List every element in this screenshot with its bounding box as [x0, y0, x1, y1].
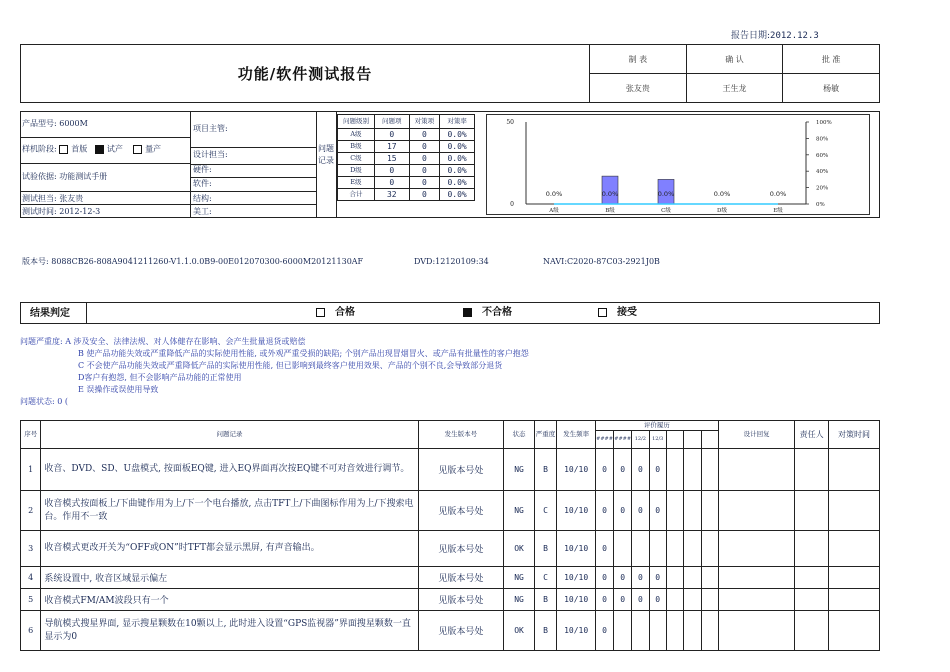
- table-cell: 0: [374, 165, 409, 177]
- row-freq: 10/10: [557, 491, 596, 531]
- y-tick-label-right: 40%: [816, 169, 829, 176]
- table-cell: 0: [409, 189, 440, 201]
- table-cell: 0: [374, 129, 409, 141]
- row-severity: B: [534, 531, 556, 567]
- history-sub-4: 12/3: [649, 431, 666, 449]
- sample-stage-label: 样机阶段:: [22, 144, 57, 154]
- row-no: 5: [21, 589, 41, 611]
- structure-label: 结构:: [193, 194, 212, 203]
- navi-version: NAVI:C2020-87C03-2921J0B: [543, 257, 660, 266]
- row-no: 4: [21, 567, 41, 589]
- software-label: 软件:: [193, 179, 212, 188]
- issue-record-label: 问题记录: [318, 144, 334, 165]
- stage-first-checkbox[interactable]: [59, 145, 68, 154]
- project-lead: 项目主管:: [193, 124, 228, 133]
- result-row: [20, 302, 880, 324]
- data-label: 0.0%: [657, 190, 675, 198]
- severity-line-e: E 误操作或误使用导致: [78, 385, 159, 394]
- row-history: 0: [614, 449, 632, 491]
- col-header-history: 评价履历: [595, 421, 718, 431]
- stage-first-label: 首版: [71, 144, 88, 154]
- result-pass: [316, 308, 355, 318]
- row-record: 导航模式搜星界面, 显示搜星颗数在10颗以上, 此时进入设置“GPS监视器”界面搜星颗数一直显示为0: [41, 611, 418, 651]
- row-history: 0: [632, 589, 649, 611]
- table-cell: A级: [338, 129, 375, 141]
- table-cell: 0.0%: [440, 189, 475, 201]
- row-no: 6: [21, 611, 41, 651]
- col-header-status: 状态: [504, 421, 535, 449]
- y-tick-label-right: 20%: [816, 185, 829, 192]
- row-history: 0: [649, 567, 666, 589]
- table-cell: B级: [338, 141, 375, 153]
- row-freq: 10/10: [557, 589, 596, 611]
- y-tick-label-right: 80%: [816, 136, 829, 143]
- issue-status: 问题状态: 0 (: [20, 397, 68, 406]
- stage-trial-label: 试产: [106, 144, 123, 154]
- row-version: 见版本号处: [418, 491, 504, 531]
- result-label: 结果判定: [30, 308, 70, 319]
- col-header-reply: 设计回复: [718, 421, 794, 449]
- table-cell: 15: [374, 153, 409, 165]
- col-header-no: 序号: [21, 421, 41, 449]
- y-tick-label-right: 100%: [816, 120, 832, 126]
- data-label: 0.0%: [545, 190, 563, 198]
- row-record: 系统设置中, 收音区域显示偏左: [41, 567, 418, 589]
- sign-header-approve: 批 准: [783, 45, 880, 74]
- sign-header-confirm: 确 认: [686, 45, 783, 74]
- sample-stage: [22, 145, 161, 154]
- report-date: [731, 32, 819, 41]
- detail-table: [20, 420, 880, 651]
- result-accept-label: 接受: [616, 307, 637, 318]
- row-status: NG: [504, 589, 535, 611]
- product-model: 产品型号: 6000M: [22, 119, 88, 128]
- result-accept-checkbox[interactable]: [598, 308, 607, 317]
- table-cell: 0.0%: [440, 129, 475, 141]
- history-sub-3: 12/2: [632, 431, 649, 449]
- history-sub-2: ####: [614, 431, 632, 449]
- report-date-label: 报告日期:: [731, 31, 771, 41]
- row-history: 0: [595, 589, 613, 611]
- sign-name-confirm: 王生龙: [686, 74, 783, 103]
- data-label: 0.0%: [601, 190, 619, 198]
- row-version: 见版本号处: [418, 449, 504, 491]
- row-severity: B: [534, 589, 556, 611]
- row-no: 1: [21, 449, 41, 491]
- row-record: 收音模式FM/AM波段只有一个: [41, 589, 418, 611]
- row-history: 0: [595, 567, 613, 589]
- row-status: NG: [504, 449, 535, 491]
- y-tick-label-left: 0: [510, 201, 514, 208]
- row-history: 0: [614, 589, 632, 611]
- table-row: [21, 567, 880, 589]
- sign-header-make: 制 表: [590, 45, 687, 74]
- table-row: [21, 611, 880, 651]
- row-history: 0: [595, 611, 613, 651]
- table-cell: 0: [409, 153, 440, 165]
- dvd-version: DVD:12120109:34: [414, 257, 489, 266]
- row-status: NG: [504, 491, 535, 531]
- severity-line-a: 问题严重度: A 涉及安全、法律法规、对人体健存在影响、会产生批量退货或赔偿: [20, 337, 306, 346]
- x-tick-label: B级: [605, 208, 615, 214]
- issue-chart: [486, 114, 870, 215]
- col-header-record: 问题记录: [41, 421, 418, 449]
- table-row: [21, 449, 880, 491]
- sign-name-make: 张友贵: [590, 74, 687, 103]
- firmware-version: 版本号: 8088CB26-808A9041211260-V1.1.0.0B9-00E012070300-6000M20121130AF: [22, 257, 364, 266]
- row-freq: 10/10: [557, 449, 596, 491]
- table-cell: 17: [374, 141, 409, 153]
- row-severity: B: [534, 611, 556, 651]
- result-fail-label: 不合格: [481, 307, 512, 318]
- hardware-label: 硬件:: [193, 165, 212, 174]
- col-header: 对策率: [440, 115, 475, 129]
- table-cell: E级: [338, 177, 375, 189]
- row-record: 收音模式更改开关为“OFF或ON”时TFT都会显示黑屏, 有声音输出。: [41, 531, 418, 567]
- col-header-time: 对策时间: [828, 421, 879, 449]
- result-fail: [463, 308, 512, 318]
- page-title: 功能/软件测试报告: [21, 45, 590, 103]
- art-label: 美工:: [193, 207, 212, 216]
- x-tick-label: E级: [773, 208, 783, 214]
- tester: 测试担当: 张友贵: [22, 194, 84, 203]
- row-freq: 10/10: [557, 567, 596, 589]
- issue-summary-table: [337, 114, 475, 201]
- result-pass-label: 合格: [334, 307, 355, 318]
- table-row: [21, 531, 880, 567]
- data-label: 0.0%: [713, 190, 731, 198]
- y-tick-label-right: 60%: [816, 152, 829, 159]
- history-sub-1: ####: [595, 431, 613, 449]
- y-tick-label-right: 0%: [816, 202, 825, 208]
- row-version: 见版本号处: [418, 611, 504, 651]
- row-history: 0: [632, 449, 649, 491]
- table-cell: 0: [409, 141, 440, 153]
- stage-mass-label: 量产: [145, 144, 162, 154]
- table-cell: 0: [374, 177, 409, 189]
- table-row: [21, 589, 880, 611]
- row-history: 0: [595, 491, 613, 531]
- row-status: OK: [504, 611, 535, 651]
- row-version: 见版本号处: [418, 567, 504, 589]
- table-cell: 0: [409, 177, 440, 189]
- col-header-severity: 严重度: [534, 421, 556, 449]
- report-date-value: 2012.12.3: [770, 31, 819, 41]
- x-tick-label: A级: [549, 208, 559, 214]
- row-freq: 10/10: [557, 531, 596, 567]
- table-cell: C级: [338, 153, 375, 165]
- result-accept: [598, 308, 637, 318]
- row-status: NG: [504, 567, 535, 589]
- stage-trial-checkbox[interactable]: [95, 145, 104, 154]
- row-history: 0: [632, 567, 649, 589]
- col-header: 问题级别: [338, 115, 375, 129]
- row-version: 见版本号处: [418, 589, 504, 611]
- col-header-freq: 发生频率: [557, 421, 596, 449]
- col-header: 对策项: [409, 115, 440, 129]
- table-cell: 0.0%: [440, 165, 475, 177]
- test-basis: 试验依据: 功能测试手册: [22, 172, 108, 181]
- row-status: OK: [504, 531, 535, 567]
- severity-line-d: D客户有抱怨, 但不会影响产品功能的正常使用: [78, 373, 242, 382]
- severity-line-c: C 不会使产品功能失效或严重降低产品的实际使用性能, 但已影响到最终客户使用效果、产品的个别不良,会导致部分退货: [78, 361, 503, 370]
- row-record: 收音、DVD、SD、U盘模式, 按面板EQ键, 进入EQ界面再次按EQ键不可对音效进行调节。: [41, 449, 418, 491]
- row-history: 0: [649, 589, 666, 611]
- row-no: 2: [21, 491, 41, 531]
- row-history: 0: [649, 491, 666, 531]
- row-severity: C: [534, 567, 556, 589]
- table-cell: 0: [409, 129, 440, 141]
- table-cell: 0.0%: [440, 141, 475, 153]
- row-severity: C: [534, 491, 556, 531]
- col-header-version: 发生版本号: [418, 421, 504, 449]
- row-history: 0: [649, 449, 666, 491]
- y-tick-label-left: 50: [506, 119, 514, 126]
- test-time: 测试时间: 2012-12-3: [22, 207, 101, 216]
- row-history: 0: [614, 491, 632, 531]
- data-label: 0.0%: [769, 190, 787, 198]
- design-lead: 设计担当:: [193, 150, 228, 159]
- table-cell: 0.0%: [440, 177, 475, 189]
- severity-line-b: B 使产品功能失效或严重降低产品的实际使用性能, 或外观严重受损的缺陷; 个别产品出现冒烟冒火、或产品有批量性的客户抱怨: [78, 349, 529, 358]
- row-history: 0: [614, 567, 632, 589]
- row-freq: 10/10: [557, 611, 596, 651]
- row-version: 见版本号处: [418, 531, 504, 567]
- header-table: [20, 44, 880, 103]
- table-cell: 合计: [338, 189, 375, 201]
- row-no: 3: [21, 531, 41, 567]
- x-tick-label: C级: [661, 208, 671, 214]
- row-history: 0: [632, 491, 649, 531]
- x-tick-label: D级: [717, 208, 727, 214]
- col-header: 问题项: [374, 115, 409, 129]
- sign-name-approve: 杨敏: [783, 74, 880, 103]
- result-pass-checkbox[interactable]: [316, 308, 325, 317]
- table-row: [21, 491, 880, 531]
- row-record: 收音模式按面板上/下曲键作用为上/下一个电台播放, 点击TFT上/下曲图标作用为上/下搜索电台。作用不一致: [41, 491, 418, 531]
- table-cell: D级: [338, 165, 375, 177]
- row-severity: B: [534, 449, 556, 491]
- stage-mass-checkbox[interactable]: [133, 145, 142, 154]
- col-header-owner: 责任人: [795, 421, 829, 449]
- row-history: 0: [595, 449, 613, 491]
- table-cell: 32: [374, 189, 409, 201]
- table-cell: 0.0%: [440, 153, 475, 165]
- table-cell: 0: [409, 165, 440, 177]
- result-fail-checkbox[interactable]: [463, 308, 472, 317]
- row-history: 0: [595, 531, 613, 567]
